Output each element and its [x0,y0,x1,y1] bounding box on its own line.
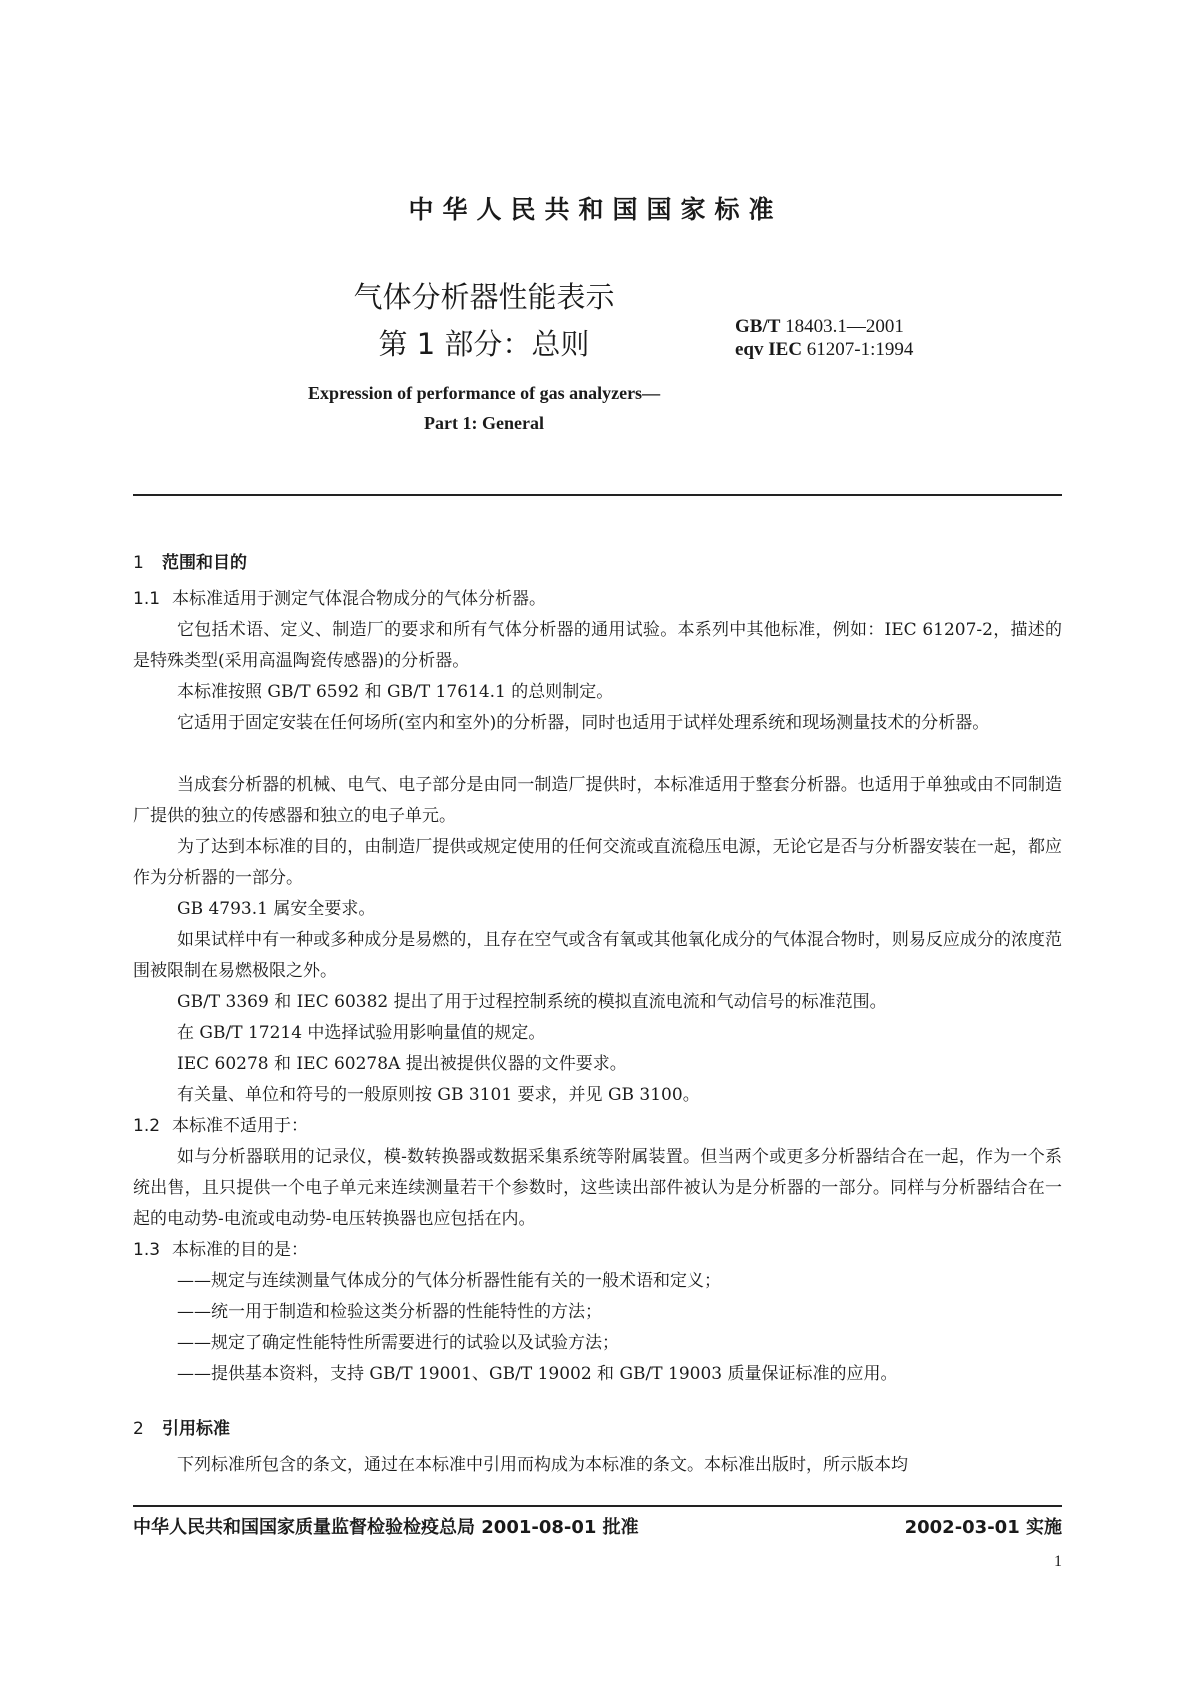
footer-divider [133,1505,1062,1507]
paragraph: 在 GB/T 17214 中选择试验用影响量值的规定。 [177,1023,546,1043]
approval-line: 中华人民共和国国家质量监督检验检疫总局 2001-08-01 批准 [133,1517,639,1538]
paragraph: 有关量、单位和符号的一般原则按 GB 3101 要求，并见 GB 3100。 [177,1085,700,1105]
list-item: ——统一用于制造和检验这类分析器的性能特性的方法； [177,1302,602,1322]
paragraph: GB 4793.1 属安全要求。 [177,899,376,919]
list-item: ——规定与连续测量气体成分的气体分析器性能有关的一般术语和定义； [177,1271,721,1291]
paragraph: 本标准按照 GB/T 6592 和 GB/T 17614.1 的总则制定。 [177,682,614,702]
clause-1-2: 1.2 本标准不适用于： [133,1116,309,1136]
paragraph: 如果试样中有一种或多种成分是易燃的，且存在空气或含有氧或其他氧化成分的气体混合物时，则易反应成分的浓度范围被限制在易燃极限之外。 [133,930,1062,981]
paragraph: GB/T 3369 和 IEC 60382 提出了用于过程控制系统的模拟直流电流和气动信号的标准范围。 [177,992,887,1012]
national-standard-heading: 中华人民共和国国家标准 [408,195,783,224]
implementation-date: 2002-03-01 实施 [904,1517,1062,1538]
paragraph: 当成套分析器的机械、电气、电子部分是由同一制造厂提供时，本标准适用于整套分析器。也适用于单独或由不同制造厂提供的独立的传感器和独立的电子单元。 [133,775,1062,826]
paragraph: IEC 60278 和 IEC 60278A 提出被提供仪器的文件要求。 [177,1054,627,1074]
document-title-line2: 第 1 部分：总则 [378,327,590,361]
standard-number: GB/T 18403.1—2001 [735,316,904,337]
list-item: ——规定了确定性能特性所需要进行的试验以及试验方法； [177,1333,619,1353]
standard-number-block [735,315,913,361]
paragraph: 它适用于固定安装在任何场所(室内和室外)的分析器，同时也适用于试样处理系统和现场测量技术的分析器。 [177,713,990,733]
equivalent-standard: eqv IEC 61207-1:1994 [735,339,914,360]
section-heading-2: 2 引用标准 [133,1419,230,1439]
clause-1-1: 1.1 本标准适用于测定气体混合物成分的气体分析器。 [133,589,547,609]
header-divider [133,494,1062,496]
english-title-line2: Part 1: General [424,413,544,433]
section-heading-1: 1 范围和目的 [133,553,247,573]
paragraph: 如与分析器联用的记录仪，模-数转换器或数据采集系统等附属装置。但当两个或更多分析器结合在一起，作为一个系统出售，且只提供一个电子单元来连续测量若干个参数时，这些读出部件被认为是分析器的一部分。同样与分析器结合在一起的电动势-电流或电动势-电压转换器也应包括在内。 [133,1147,1062,1229]
english-title-line1: Expression of performance of gas analyzers— [307,383,661,403]
paragraph: 为了达到本标准的目的，由制造厂提供或规定使用的任何交流或直流稳压电源，无论它是否与分析器安装在一起，都应作为分析器的一部分。 [133,837,1062,888]
document-title-line1: 气体分析器性能表示 [353,280,615,314]
clause-1-3: 1.3 本标准的目的是： [133,1240,309,1260]
paragraph: 下列标准所包含的条文，通过在本标准中引用而构成为本标准的条文。本标准出版时，所示版本均 [177,1455,908,1475]
page-number: 1 [1054,1553,1062,1570]
paragraph: 它包括术语、定义、制造厂的要求和所有气体分析器的通用试验。本系列中其他标准，例如：IEC 61207-2，描述的是特殊类型(采用高温陶瓷传感器)的分析器。 [133,620,1062,671]
list-item: ——提供基本资料，支持 GB/T 19001、GB/T 19002 和 GB/T 19003 质量保证标准的应用。 [177,1364,898,1384]
